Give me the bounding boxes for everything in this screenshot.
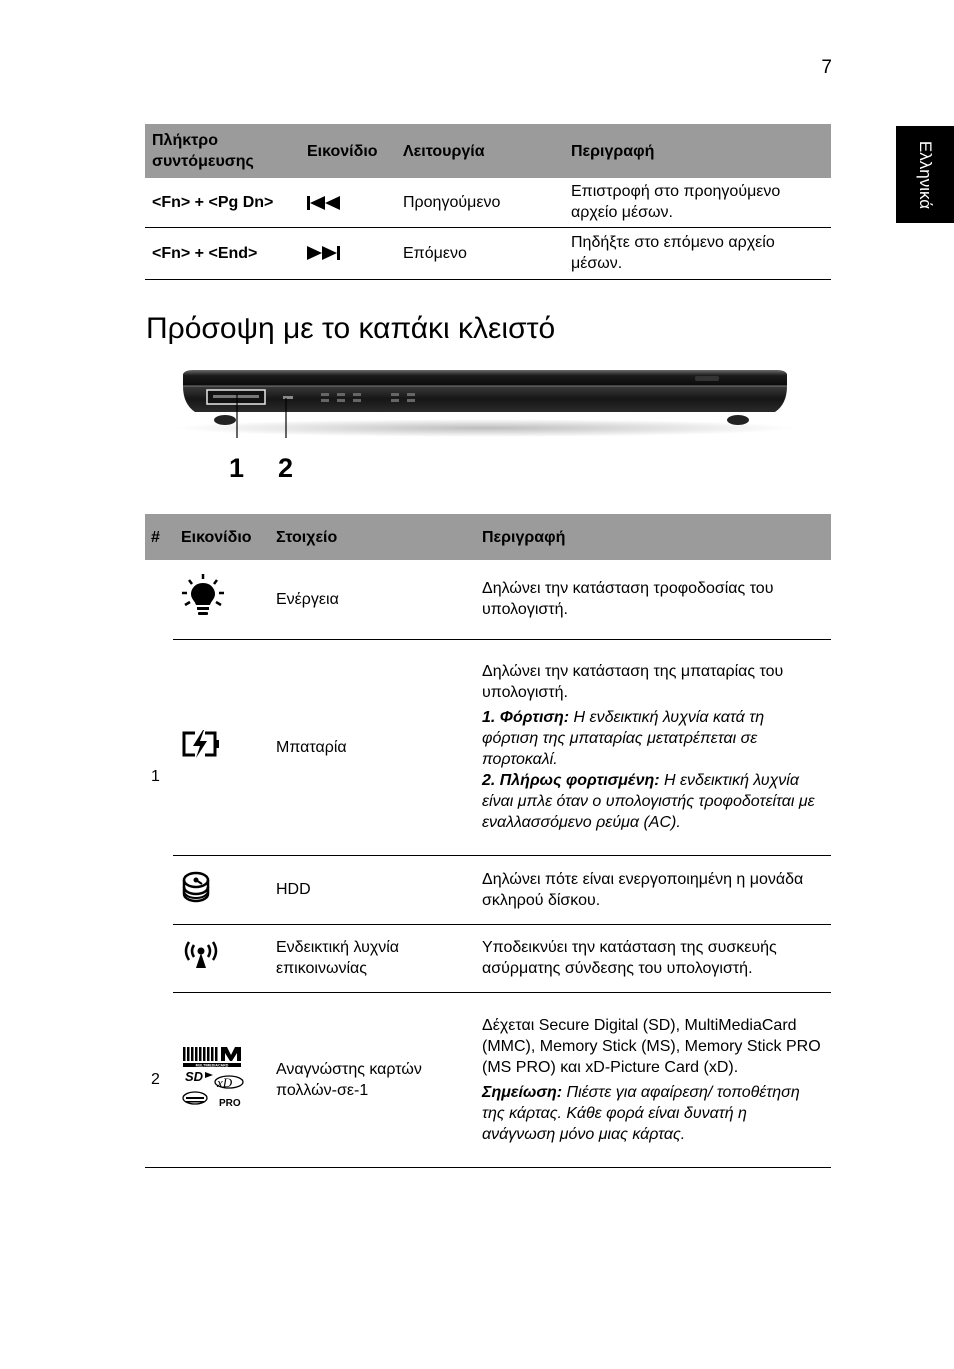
row-number: 1: [151, 767, 160, 785]
table-row: [145, 992, 831, 1167]
table-row: [145, 178, 831, 227]
wireless-icon: [181, 940, 221, 970]
note-text: Η ενδεικτική λυχνία κατά τη φόρτιση της μπαταρίας μετατρέπεται σε πορτοκαλί.: [482, 709, 765, 768]
function-cell: Επόμενο: [396, 227, 564, 279]
battery-charge-icon: [181, 730, 221, 758]
note-label: 2. Πλήρως φορτισμένη:: [482, 772, 660, 789]
icon-cell: [300, 178, 396, 227]
note-label: Σημείωση:: [482, 1083, 563, 1101]
col-header-icon: Εικονίδιο: [300, 124, 396, 178]
description-note: [482, 707, 824, 833]
description-cell: Δηλώνει πότε είναι ενεργοποιημένη η μονάδα σκληρού δίσκου.: [475, 855, 831, 924]
next-track-icon: [307, 246, 343, 260]
section-title: Πρόσοψη με το καπάκι κλειστό: [146, 312, 556, 345]
item-cell: Ενέργεια: [276, 590, 339, 608]
item-cell: Αναγνώστης καρτών πολλών-σε-1: [269, 992, 475, 1167]
table-row: [145, 855, 831, 924]
laptop-front-view-image: [175, 368, 795, 438]
description-cell: Επιστροφή στο προηγούμενο αρχείο μέσων.: [564, 178, 831, 227]
icon-cell: [173, 924, 269, 992]
item-cell: Μπαταρία: [269, 639, 475, 855]
note-text: Πιέστε για αφαίρεση/ τοποθέτηση της κάρτας. Κάθε φορά είναι δυνατή η ανάγνωση μόνο μιας κάρτας.: [482, 1083, 800, 1143]
col-header-shortcut: Πλήκτρο συντόμευσης: [145, 124, 300, 178]
col-header-description: Περιγραφή: [564, 124, 831, 178]
note-label: 1. Φόρτιση:: [482, 709, 570, 726]
icon-cell: [173, 855, 269, 924]
description-text: Δηλώνει την κατάσταση της μπαταρίας του υπολογιστή.: [482, 663, 784, 701]
svg-text:SD: SD: [185, 1068, 204, 1084]
power-bulb-icon: [181, 573, 225, 619]
svg-text:xD: xD: [217, 1074, 233, 1090]
card-reader-logos-icon: [181, 1045, 247, 1109]
description-cell: Δηλώνει την κατάσταση τροφοδοσίας του υπολογιστή.: [482, 580, 774, 619]
item-cell: HDD: [269, 855, 475, 924]
page-number: 7: [821, 57, 832, 78]
shortcut-key: <Fn> + <End>: [145, 227, 300, 279]
col-header-item: Στοιχείο: [269, 514, 475, 560]
function-cell: Προηγούμενο: [396, 178, 564, 227]
table-row: [145, 560, 831, 639]
description-cell: [475, 639, 831, 855]
hdd-icon: [181, 871, 211, 903]
col-header-description: Περιγραφή: [475, 514, 831, 560]
item-cell: Ενδεικτική λυχνία επικοινωνίας: [269, 924, 475, 992]
shortcut-table: [145, 124, 831, 280]
icon-cell: [173, 992, 269, 1167]
description-note: [482, 1082, 824, 1145]
row-number: 2: [145, 992, 173, 1167]
svg-text:PRO: PRO: [219, 1097, 241, 1109]
description-cell: Υποδεικνύει την κατάσταση της συσκευής ασύρματης σύνδεσης του υπολογιστή.: [475, 924, 831, 992]
previous-track-icon: [307, 196, 343, 210]
figure-callout-2: 2: [278, 453, 294, 483]
svg-text:MULTIMEDIACARD: MULTIMEDIACARD: [195, 1062, 229, 1067]
table-row: [145, 639, 831, 855]
icon-cell: [173, 639, 269, 855]
component-table: [145, 514, 831, 1168]
language-tab: [896, 126, 954, 223]
icon-cell: [173, 560, 269, 639]
col-header-icon: Εικονίδιο: [173, 514, 269, 560]
col-header-function: Λειτουργία: [396, 124, 564, 178]
description-text: Δέχεται Secure Digital (SD), MultiMediaCard (MMC), Memory Stick (MS), Memory Stick PRO (MS PRO) και xD-Picture Card (xD).: [482, 1016, 821, 1076]
col-header-number: #: [145, 514, 173, 560]
language-tab-label: Ελληνικά: [916, 140, 935, 209]
figure-callout-1: 1: [229, 453, 245, 483]
shortcut-key: <Fn> + <Pg Dn>: [145, 178, 300, 227]
note-text: Η ενδεικτική λυχνία είναι μπλε όταν ο υπολογιστής τροφοδοτείται με εναλλασσόμενο ρεύμα (AC).: [482, 772, 815, 831]
description-cell: Πηδήξτε στο επόμενο αρχείο μέσων.: [564, 227, 831, 279]
icon-cell: [300, 227, 396, 279]
table-row: [145, 924, 831, 992]
table-row: [145, 227, 831, 279]
description-cell: [475, 992, 831, 1167]
